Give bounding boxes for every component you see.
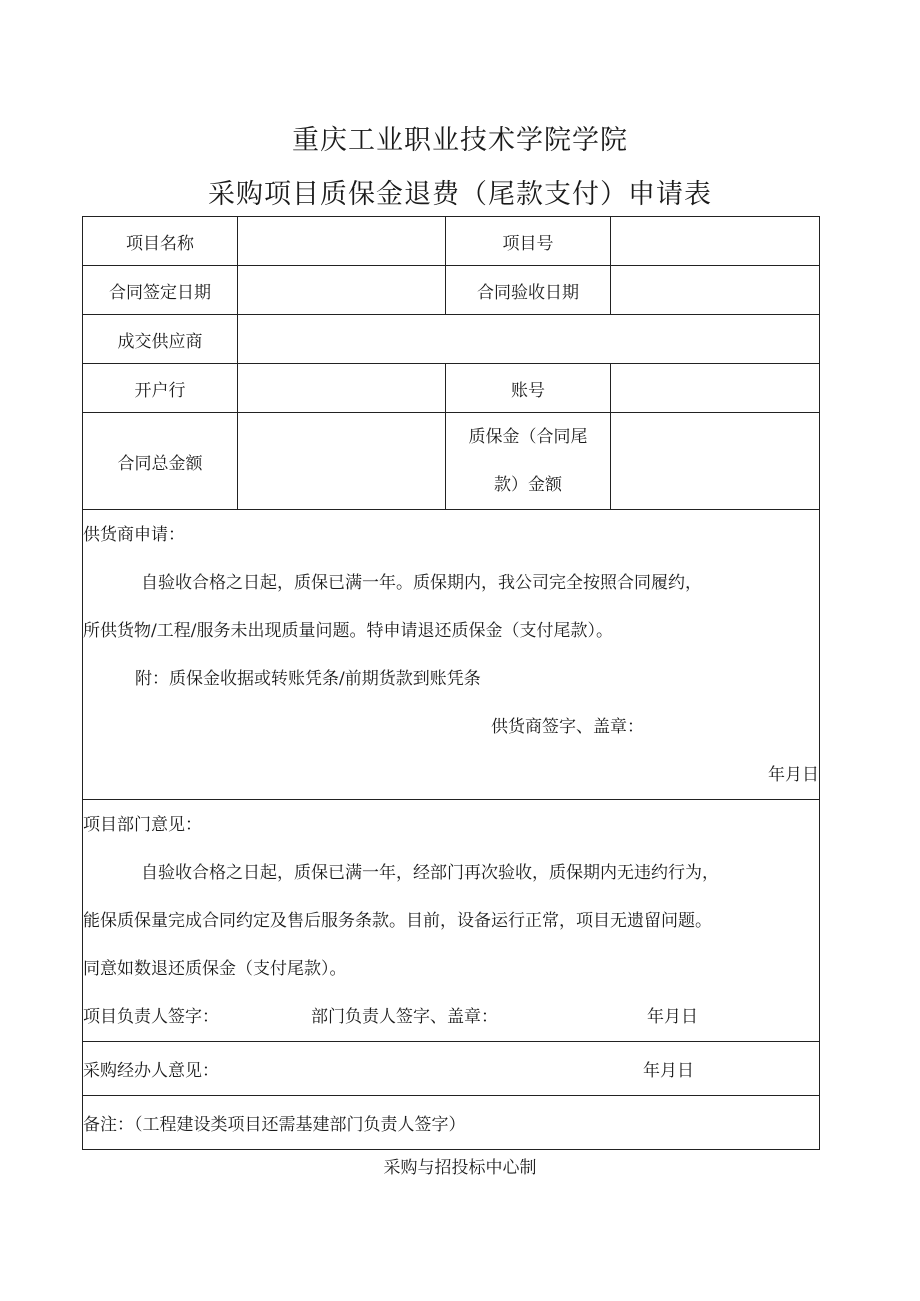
row-remarks <box>83 1096 820 1150</box>
account-label: 账号 <box>446 364 611 413</box>
project-name-value-cell[interactable] <box>238 217 446 266</box>
supplier-date-label: 年月日 <box>768 764 819 785</box>
row-supplier-application <box>83 510 820 800</box>
purchasing-opinion-label: 采购经办人意见： <box>83 1061 219 1081</box>
supplier-application-cell <box>83 510 820 800</box>
department-date-label: 年月日 <box>647 1006 698 1027</box>
supplier-signature-label[interactable]: 供货商签字、盖章： <box>491 716 644 737</box>
project-name-label: 项目名称 <box>83 217 238 266</box>
purchasing-opinion-cell[interactable] <box>83 1042 820 1096</box>
project-number-label: 项目号 <box>446 217 611 266</box>
supplier-application-paragraph-line2: 所供货物/工程/服务未出现质量问题。特申请退还质保金（支付尾款）。 <box>83 620 613 641</box>
bank-value-cell[interactable] <box>238 364 446 413</box>
row-project-name <box>83 217 820 266</box>
department-opinion-paragraph-line3: 同意如数退还质保金（支付尾款）。 <box>83 958 347 979</box>
supplier-value-cell[interactable] <box>238 315 820 364</box>
row-amounts <box>83 413 820 510</box>
bank-label: 开户行 <box>83 364 238 413</box>
contract-date-label: 合同签定日期 <box>83 266 238 315</box>
supplier-attachment-note: 附：质保金收据或转账凭条/前期货款到账凭条 <box>135 668 481 689</box>
warranty-amount-label-line1: 质保金（合同尾 <box>468 427 588 447</box>
footer-issuer: 采购与招投标中心制 <box>383 1158 537 1178</box>
row-contract-dates <box>83 266 820 315</box>
supplier-label: 成交供应商 <box>83 315 238 364</box>
warranty-amount-value-cell[interactable] <box>611 413 820 510</box>
supplier-application-heading: 供货商申请： <box>83 524 185 545</box>
warranty-amount-label-line2: 款）金额 <box>494 475 562 495</box>
department-opinion-paragraph-line1: 自验收合格之日起，质保已满一年，经部门再次验收，质保期内无违约行为， <box>141 862 719 883</box>
department-head-signature-label[interactable]: 部门负责人签字、盖章： <box>311 1006 498 1027</box>
supplier-application-paragraph-line1: 自验收合格之日起，质保已满一年。质保期内，我公司完全按照合同履约， <box>141 572 702 593</box>
total-amount-value-cell[interactable] <box>238 413 446 510</box>
project-leader-signature-label[interactable]: 项目负责人签字： <box>83 1006 219 1027</box>
acceptance-date-value-cell[interactable] <box>611 266 820 315</box>
warranty-amount-label <box>446 413 611 510</box>
row-supplier <box>83 315 820 364</box>
row-purchasing-opinion <box>83 1042 820 1096</box>
department-opinion-heading: 项目部门意见： <box>83 814 202 835</box>
remarks-cell: 备注：（工程建设类项目还需基建部门负责人签字） <box>83 1096 820 1150</box>
department-opinion-cell <box>83 800 820 1042</box>
department-opinion-paragraph-line2: 能保质保量完成合同约定及售后服务条款。目前，设备运行正常，项目无遗留问题。 <box>83 910 712 931</box>
document-title-line2: 采购项目质保金退费（尾款支付）申请表 <box>208 179 712 210</box>
project-number-value-cell[interactable] <box>611 217 820 266</box>
purchasing-date-label: 年月日 <box>643 1061 694 1081</box>
row-department-opinion <box>83 800 820 1042</box>
total-amount-label: 合同总金额 <box>83 413 238 510</box>
row-bank <box>83 364 820 413</box>
contract-date-value-cell[interactable] <box>238 266 446 315</box>
application-form-table <box>82 216 820 1150</box>
department-signature-row <box>83 993 819 1041</box>
account-value-cell[interactable] <box>611 364 820 413</box>
document-title-line1: 重庆工业职业技术学院学院 <box>292 125 628 156</box>
acceptance-date-label: 合同验收日期 <box>446 266 611 315</box>
